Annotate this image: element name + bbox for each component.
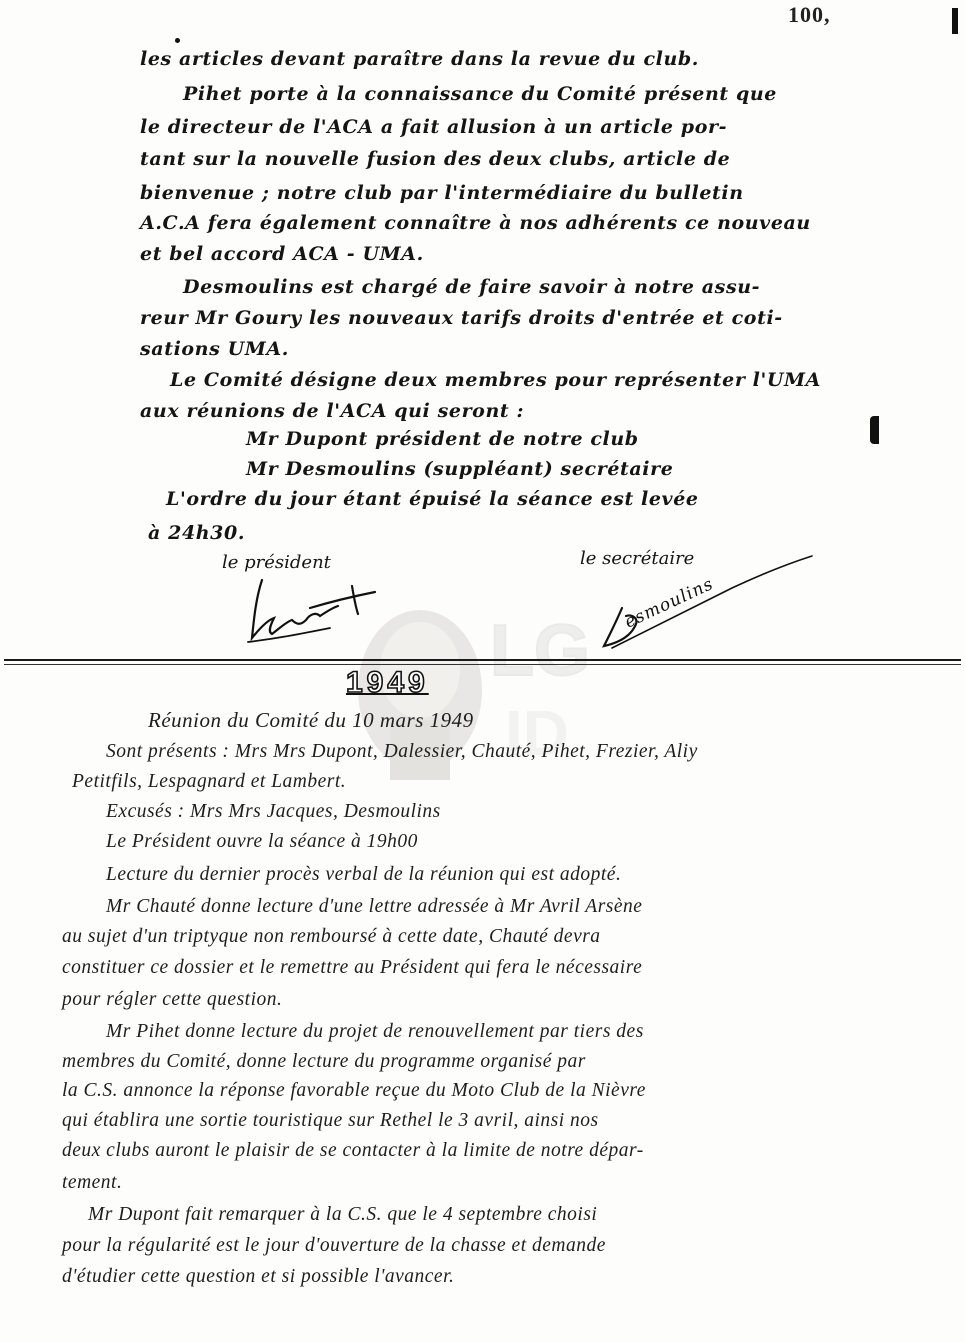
text-line: d'étudier cette question et si possible l'avancer. xyxy=(62,1266,455,1287)
section-divider xyxy=(4,664,961,665)
secretary-label: le secrétaire xyxy=(580,548,695,569)
text-line: Mr Desmoulins (suppléant) secrétaire xyxy=(246,458,674,480)
binding-mark xyxy=(870,416,879,444)
svg-text:LG: LG xyxy=(490,611,590,691)
text-line: bienvenue ; notre club par l'intermédiaire du bulletin xyxy=(140,182,744,204)
page-number: 100, xyxy=(788,2,831,27)
text-line: qui établira une sortie touristique sur Rethel le 3 avril, ainsi nos xyxy=(62,1110,599,1131)
text-line: tant sur la nouvelle fusion des deux clubs, article de xyxy=(140,148,731,170)
text-line: et bel accord ACA - UMA. xyxy=(140,243,424,265)
president-label: le président xyxy=(222,552,331,573)
text-line: Desmoulins est chargé de faire savoir à notre assu- xyxy=(183,276,761,298)
text-line: membres du Comité, donne lecture du programme organisé par xyxy=(62,1051,586,1072)
text-line: constituer ce dossier et le remettre au Président qui fera le nécessaire xyxy=(62,957,643,978)
text-line: Mr Dupont président de notre club xyxy=(246,428,639,450)
text-line: Mr Dupont fait remarquer à la C.S. que le 4 septembre choisi xyxy=(88,1204,598,1225)
binding-mark xyxy=(175,38,180,43)
text-line: pour régler cette question. xyxy=(62,989,283,1010)
text-line: Le Comité désigne deux membres pour représenter l'UMA xyxy=(170,369,822,391)
text-line: Lecture du dernier procès verbal de la réunion qui est adopté. xyxy=(106,864,622,885)
text-line: Mr Chauté donne lecture d'une lettre adressée à Mr Avril Arsène xyxy=(106,896,643,917)
secretary-signature xyxy=(592,548,822,658)
president-signature xyxy=(240,568,390,648)
text-line: reur Mr Goury les nouveaux tarifs droits d'entrée et coti- xyxy=(140,307,783,329)
text-line: Pihet porte à la connaissance du Comité présent que xyxy=(183,83,777,105)
meeting-title: Réunion du Comité du 10 mars 1949 xyxy=(148,708,474,732)
text-line: deux clubs auront le plaisir de se contacter à la limite de notre dépar- xyxy=(62,1140,644,1161)
binding-mark xyxy=(952,8,958,34)
svg-text:ID: ID xyxy=(505,697,569,769)
text-line: tement. xyxy=(62,1172,123,1193)
text-line: A.C.A fera également connaître à nos adhérents ce nouveau xyxy=(140,212,811,234)
text-line: les articles devant paraître dans la revue du club. xyxy=(140,48,700,70)
text-line: le directeur de l'ACA a fait allusion à un article por- xyxy=(140,116,728,138)
text-line: L'ordre du jour étant épuisé la séance est levée xyxy=(166,488,699,510)
text-line: Excusés : Mrs Mrs Jacques, Desmoulins xyxy=(106,801,441,822)
text-line: la C.S. annonce la réponse favorable reçue du Moto Club de la Nièvre xyxy=(62,1080,646,1101)
text-line: pour la régularité est le jour d'ouverture de la chasse et demande xyxy=(62,1235,606,1256)
text-line: au sujet d'un triptyque non remboursé à cette date, Chauté devra xyxy=(62,926,601,947)
text-line: à 24h30. xyxy=(148,522,246,544)
text-line: Petitfils, Lespagnard et Lambert. xyxy=(72,771,347,792)
text-line: sations UMA. xyxy=(140,338,289,360)
text-line: Mr Pihet donne lecture du projet de renouvellement par tiers des xyxy=(106,1021,644,1042)
text-line: Sont présents : Mrs Mrs Dupont, Dalessier, Chauté, Pihet, Frezier, Aliy xyxy=(106,741,698,762)
section-divider xyxy=(4,659,961,661)
text-line: aux réunions de l'ACA qui seront : xyxy=(140,400,525,422)
svg-text:esmoulins: esmoulins xyxy=(621,573,717,633)
text-line: Le Président ouvre la séance à 19h00 xyxy=(106,831,418,852)
year-heading: 1949 xyxy=(346,666,429,699)
